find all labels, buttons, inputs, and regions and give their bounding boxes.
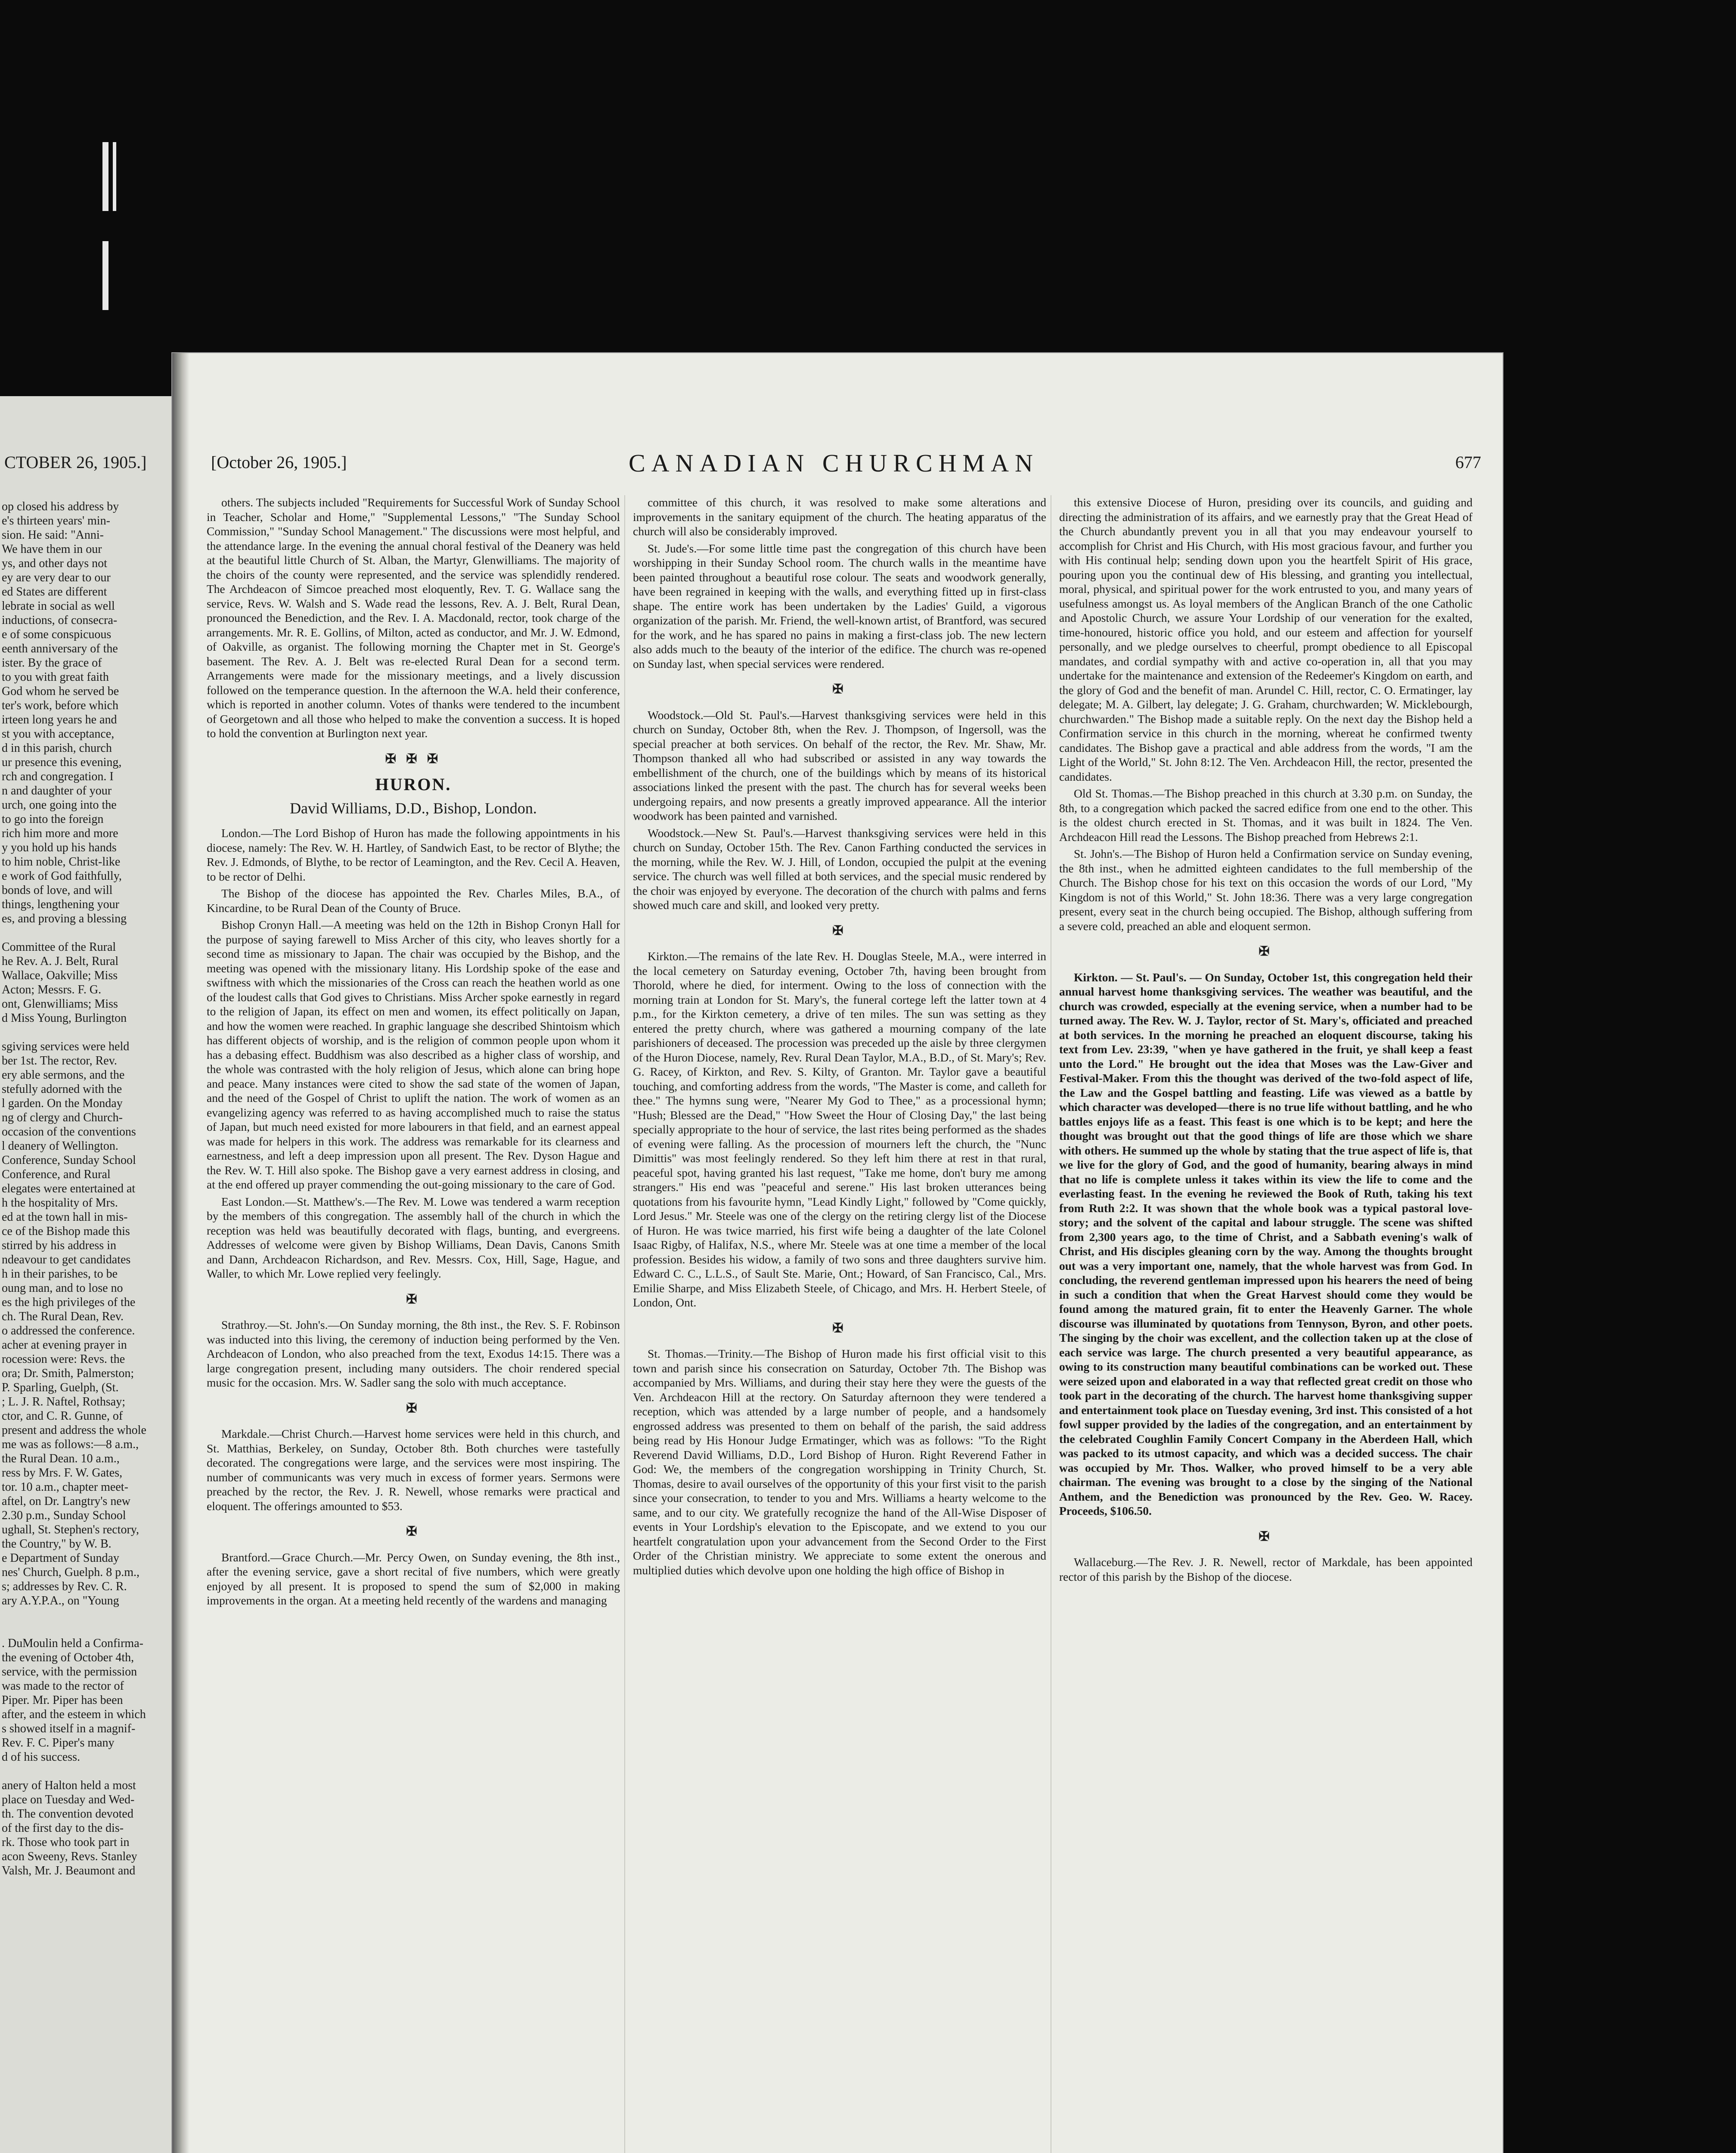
article-paragraph: this extensive Diocese of Huron, presiding over its councils, and guiding and directing the administration of its affairs, and we earnestly pray that the Great Head of the Church abundantly prevent you in all that you may endeavour yourself to accomplish for Christ and His Church, with His most gracious favour, and further you with His continual help; sending down upon you the heartfelt Spirit of His grace, pouring upon you the continual dew of His blessing, and granting you intellectual, moral, physical, and spiritual power for the work entrusted to you, and many years of usefulness amongst us. As loyal members of the Anglican Branch of the one Catholic and Apostolic Church, we assure Your Lordship of our veneration for the exalted, time-honoured, historic office you hold, and our esteem and affection for yourself personally, and we pledge ourselves to cheerful, prompt obedience to all Episcopal mandates, and cordial sympathy with and active co-operation in, all that you may undertake for the maintenance and extension of the Redeemer's Kingdom on earth, and the glory of God and the benefit of man. Arundel C. Hill, rector, C. O. Ermatinger, lay delegate; M. A. Gilbert, lay delegate; J. G. Graham, churchwarden; W. Micklebourgh, churchwarden." The Bishop made a suitable reply. On the next day the Bishop held a Confirmation service in this church in the morning, whereat he confirmed twenty candidates. The Bishop gave a practical and able address from the words, "I am the Light of the World," St. John 8:12. The Ven. Archdeacon Hill, the rector, presented the candidates. <box>1059 496 1472 783</box>
article-paragraph: Markdale.—Christ Church.—Harvest home services were held in this church, and St. Matthias, Berkeley, on Sunday, October 8th. Both churches were tastefully decorated. The congregations were large, and the services were most inspiring. The number of communicants was very much in excess of former years. Sermons were preached by the rector, the Rev. J. R. Newell, whose remarks were practical and eloquent. The offerings amounted to $53. <box>207 1427 620 1513</box>
page-header <box>172 449 1503 482</box>
article-paragraph: committee of this church, it was resolved to make some alterations and improvements in the sanitary equipment of the church. The heating apparatus of the church will also be considerably improved. <box>633 496 1046 538</box>
left-page-text: op closed his address by e's thirteen years' min- sion. He said: "Anni- We have them in our ys, and other days not ey are very dear to our ed States are different lebrate in social as well inductions, of consecra- e of some conspicuous eenth anniversary of the ister. By the grace of to you with great faith God whom he served be ter's work, before which irteen long years he and st you with acceptance, d in this parish, church ur presence this evening, rch and congregation. I n and daughter of your urch, one going into the to go into the foreign rich him more and more y you hold up his hands to him noble, Christ-like e work of God faithfully, bonds of love, and will things, lengthening your es, and proving a blessing Committee of the Rural he Rev. A. J. Belt, Rural Wallace, Oakville; Miss Acton; Messrs. F. G. ont, Glenwilliams; Miss d Miss Young, Burlington sgiving services were held ber 1st. The rector, Rev. ery able sermons, and the stefully adorned with the l garden. On the Monday ng of clergy and Church- occasion of the conventions l deanery of Wellington. Conference, Sunday School Conference, and Rural elegates were entertained at h the hospitality of Mrs. ed at the town hall in mis- ce of the Bishop made this stirred by his address in ndeavour to get candidates h in their parishes, to be oung man, and to lose no es the high privileges of the ch. The Rural Dean, Rev. o addressed the conference. acher at evening prayer in rocession were: Revs. the ora; Dr. Smith, Palmerston; P. Sparling, Guelph, (St. ; L. J. R. Naftel, Rothsay; ctor, and C. R. Gunne, of present and address the whole me was as follows:—8 a.m., the Rural Dean. 10 a.m., ress by Mrs. F. W. Gates, tor. 10 a.m., chapter meet- aftel, on Dr. Langtry's new 2.30 p.m., Sunday School ughall, St. Stephen's rectory, the Country," by W. B. e Department of Sunday nes' Church, Guelph. 8 p.m., s; addresses by Rev. C. R. ary A.Y.P.A., on "Young . DuMoulin held a Confirma- the evening of October 4th, service, with the permission was made to the rector of Piper. Mr. Piper has been after, and the esteem in which s showed itself in a magnif- Rev. F. C. Piper's many d of his success. anery of Halton held a most place on Tuesday and Wed- th. The convention devoted of the first day to the dis- rk. Those who took part in acon Sweeny, Revs. Stanley Valsh, Mr. J. Beaumont and <box>2 500 146 1877</box>
section-ornament: ✠ <box>1259 944 1273 959</box>
masthead-title: CANADIAN CHURCHMAN <box>629 449 1039 477</box>
article-paragraph: St. Thomas.—Trinity.—The Bishop of Huron made his first official visit to this town and parish since his consecration on Saturday, October 7th. The Bishop was accompanied by Mrs. Williams, and during their stay here they were the guests of the Ven. Archdeacon Hill at the rectory. On Saturday afternoon they were tendered a reception, which was attended by a large number of people, and a handsomely engrossed address was presented to them on behalf of the parish, the said address being read by His Honour Judge Ermatinger, which was as follows: "To the Right Reverend David Williams, D.D., Lord Bishop of Huron. Right Reverend Father in God: We, the members of the congregation worshipping in Trinity Church, St. Thomas, desire to avail ourselves of the opportunity of this your first visit to the parish since your consecration, to tender to you and Mrs. Williams a hearty welcome to the same, and to our city. We gratefully recognize the hand of the All-Wise Disposer of events in Your Lordship's elevation to the Episcopate, and we extend to you our heartfelt congratulation upon your advancement from the Second Order to the First Order of the Christian ministry. We appreciate to some extent the onerous and multiplied duties which devolve upon one holding the high office of Bishop in <box>633 1347 1046 1577</box>
section-ornament: ✠ <box>832 1321 847 1335</box>
section-ornament: ✠ <box>832 682 847 696</box>
article-paragraph: Strathroy.—St. John's.—On Sunday morning, the 8th inst., the Rev. S. F. Robinson was inducted into this living, the ceremony of induction being performed by the Ven. Archdeacon of London, who also preached from the text, Exodus 14:15. There was a large congregation present, including many outsiders. The choir rendered special music for the occasion. Mrs. W. Sadler sang the solo with much acceptance. <box>207 1318 620 1389</box>
article-paragraph: East London.—St. Matthew's.—The Rev. M. Lowe was tendered a warm reception by the members of this congregation. The assembly hall of the church in which the reception was held was beautifully decorated with flags, bunting, and evergreens. Addresses of welcome were given by Bishop Williams, Dean Davis, Canons Smith and Dann, Archdeacon Richardson, and Rev. Messrs. Cox, Hill, Sage, Hague, and Waller, to which Mr. Lowe replied very feelingly. <box>207 1194 620 1280</box>
newspaper-page <box>172 353 1503 2153</box>
article-paragraph: Kirkton.—The remains of the late Rev. H. Douglas Steele, M.A., were interred in the local cemetery on Saturday evening, October 7th, having been brought from Thorold, where he died, for interment. Owing to the loss of connection with the morning train at London for St. Mary's, the funeral cortege left the latter town at 4 p.m., for the Kirkton cemetery, a drive of ten miles. The sun was setting as they entered the pretty church, where was gathered a mourning company of the late parishioners of deceased. The procession was preceded up the aisle by three clergymen of the Huron Diocese, namely, Rev. Rural Dean Taylor, M.A., B.D., of St. Mary's; Rev. G. Racey, of Kirkton, and Rev. S. Kilty, of Granton. Mr. Taylor gave a beautiful touching, and comforting address from the words, "The Master is come, and calleth for thee." The hymns sung were, "Nearer My God to Thee," as a processional hymn; "Hush; Blessed are the Dead," "How Sweet the Hour of Closing Day," the last being specially appropriate to the hour of service, the last rites being performed as the shades of evening were falling. As the procession of mourners left the church, the "Nunc Dimittis" was most feelingly rendered. So they left him there at rest in that rural, peaceful spot, having granted his last request, "Take me home, don't bury me among strangers." His end was "peaceful and serene." His last broken utterances being quotations from his favourite hymn, "Lead Kindly Light," followed by "Come quickly, Lord Jesus." Mr. Steele was one of the clergy on the retiring clergy list of the Diocese of Huron. He was twice married, his first wife being a daughter of the late Colonel Isaac Rigby, of Halifax, N.S., where Mr. Steele was at one time a member of the local profession. Besides his widow, a family of two sons and three daughters survive him. Edward C. C., L.L.S., of Sault Ste. Marie, Ont.; Howard, of San Francisco, Cal., Mrs. Emilie Sharpe, and Miss Elizabeth Steele, of Chicago, and Mrs. H. Herbert Steele, of London, Ont. <box>633 949 1046 1309</box>
article-paragraph: St. John's.—The Bishop of Huron held a Confirmation service on Sunday evening, the 8th inst., when he admitted eighteen candidates to the full membership of the Church. The Bishop chose for his text on this occasion the words of our Lord, "My Kingdom is not of this World," St. John 18:36. There was a very large congregation present, every seat in the church being occupied. The Bishop, although suffering from a severe cold, preached an able and eloquent sermon. <box>1059 847 1472 933</box>
article-paragraph: Kirkton. — St. Paul's. — On Sunday, October 1st, this congregation held their annual harvest home thanksgiving services. The weather was beautiful, and the church was crowded, especially at the evening service, when a number had to be turned away. The Rev. W. J. Taylor, rector of St. Mary's, officiated and preached at both services. In the morning he preached an eloquent discourse, taking his text from Lev. 23:39, "when ye have gathered in the fruit, ye shall keep a feast unto the Lord." He brought out the idea that Moses was the Law-Giver and Festival-Maker. From this the thought was derived of the two-fold aspect of life, the Law and the Gospel battling and feasting. Life was viewed as a battle by which character was developed—there is no true life without battling, and he who battles enjoys life as a feast. This feast is one which is to be kept; and here the thought was brought out that the good things of life are those which we share with others. He summed up the whole by stating that the true aspect of life is, that we live for the glory of God, and the good of humanity, bearing always in mind that no life is complete unless it takes within its view the life to come and the everlasting feast. In the evening he reviewed the Book of Ruth, taking his text from Ruth 2:2. It was shown that the whole book was a typical pastoral love-story; and the solvent of the capital and labour struggle. The scene was shifted from 2,300 years ago, to the time of Christ, and a Sabbath evening's walk of Christ, and His disciples gleaning corn by the way. Among the thoughts brought out was a very important one, namely, that the whole harvest was from God. In concluding, the reverend gentleman impressed upon his hearers the need of being in such a condition that when the Great Harvest should come they would be found among the matured grain, fit to enter the Heavenly Garner. The whole discourse was illuminated by quotations from Tennyson, Byron, and other poets. The singing by the choir was excellent, and the collection taken up at the close of each service was large. The church presented a very beautiful appearance, as owing to its construction many beautiful combinations can be worked out. These were seized upon and elaborated in a way that reflected great credit on those who took part in the decorating of the church. The harvest home thanksgiving supper and entertainment took place on Tuesday evening, 3rd inst. This consisted of a hot fowl supper provided by the ladies of the congregation, and an entertainment by the celebrated Coughlin Family Concert Company in the Aberdeen Hall, which was packed to its utmost capacity, and which was a decided success. The chair was occupied by Mr. Thos. Walker, who proved himself to be a very able chairman. The evening was brought to a close by the singing of the National Anthem, and the Benediction was pronounced by the Rev. Geo. W. Racey. Proceeds, $106.50. <box>1059 970 1472 1517</box>
article-paragraph: St. Jude's.—For some little time past the congregation of this church have been worshipping in their Sunday School room. The church walls in the meantime have been painted throughout a beautiful rose colour. The seats and woodwork generally, have been regrained in keeping with the walls, and everything fitted up in first-class shape. The entire work has been undertaken by the Ladies' Guild, a vigorous organization of the parish. Mr. Friend, the well-known artist, of Brantford, was secured for the work, and he has spared no pains in making a first-class job. The new lectern also adds much to the beauty of the interior of the edifice. The church was re-opened on Sunday last, when special services were rendered. <box>633 541 1046 670</box>
page-number: 677 <box>1455 453 1481 472</box>
article-paragraph: Old St. Thomas.—The Bishop preached in this church at 3.30 p.m. on Sunday, the 8th, to a congregation which packed the sacred edifice from one end to the other. This is the oldest church erected in St. Thomas, and it was built in 1824. The Ven. Archdeacon Hill read the Lessons. The Bishop preached from Hebrews 2:1. <box>1059 787 1472 844</box>
section-heading: HURON. <box>375 775 452 794</box>
text-column-2 <box>633 495 1046 2153</box>
section-ornament: ✠ <box>406 1524 421 1539</box>
article-paragraph: Woodstock.—Old St. Paul's.—Harvest thanksgiving services were held in this church on Sunday, October 8th, when the Rev. J. Thompson, of Ingersoll, was the special preacher at both services. On behalf of the rector, the Rev. Mr. Shaw, Mr. Thompson thanked all who had subscribed or assisted in any way towards the embellishment of the church, one of the buildings which by means of its historical associations linked the present with the past. The church has for several weeks been undergoing repairs, and now presents a greatly improved appearance. All the interior woodwork has been painted and varnished. <box>633 708 1046 822</box>
header-date: [October 26, 1905.] <box>211 453 347 472</box>
article-paragraph: Woodstock.—New St. Paul's.—Harvest thanksgiving services were held in this church on Sunday, October 15th. The Rev. Canon Farthing conducted the services in the morning, while the Rev. W. J. Hill, of London, occupied the pulpit at the evening service. The church was well filled at both services, and the special music rendered by the choir was enjoyed by everyone. The decoration of the church with palms and ferns showed much care and skill, and looked very pretty. <box>633 826 1046 912</box>
section-ornament: ✠ <box>1259 1529 1273 1544</box>
section-ornament: ✠ <box>406 1401 421 1415</box>
text-column-3 <box>1059 495 1472 2153</box>
article-paragraph: Bishop Cronyn Hall.—A meeting was held on the 12th in Bishop Cronyn Hall for the purpose of saying farewell to Miss Archer of this city, who leaves shortly for a second time as missionary to Japan. The chair was occupied by the Bishop, and the meeting was opened with the missionary litany. His Lordship spoke of the ease and swiftness with which the missionaries of the Cross can reach the heathen world as one of the loudest calls that God gives to Christians. Miss Archer spoke earnestly in regard to the religion of Japan, its effect on men and women, its effect politically on Japan, and how the women were reached. In graphic language she described Shintoism which has different objects of worship, and is the religion of common people upon whom it has a debasing effect. Buddhism was also described as a higher class of worship, and the whole was contrasted with the holy religion of Jesus, which alone can bring hope and peace. Many instances were cited to show the sad state of the women of Japan, and the need of the Gospel of Christ to uplift the nation. The work of women as an evangelizing agency was referred to as having accomplished much to raise the status of Japan, but much need existed for more labourers in that field, and an earnest appeal was made for helpers in this work. The address was remarkable for its clearness and earnestness, and left a deep impression upon all present. The Rev. Dyson Hague and the Rev. W. T. Hill also spoke. The Bishop gave a very earnest address in closing, and at the end offered up prayer commending the out-going missionary to the care of God. <box>207 918 620 1191</box>
article-paragraph: Wallaceburg.—The Rev. J. R. Newell, rector of Markdale, has been appointed rector of this parish by the Bishop of the diocese. <box>1059 1555 1472 1583</box>
section-ornament: ✠ ✠ ✠ <box>385 751 442 766</box>
section-ornament: ✠ <box>832 923 847 938</box>
article-paragraph: London.—The Lord Bishop of Huron has made the following appointments in his diocese, namely: The Rev. W. H. Hartley, of Sandwich East, to be rector of Blythe; the Rev. J. Edmonds, of Blythe, to be rector of Leamington, and the Rev. Cecil A. Heaven, to be rector of Delhi. <box>207 826 620 883</box>
article-paragraph: Brantford.—Grace Church.—Mr. Percy Owen, on Sunday evening, the 8th inst., after the evening service, gave a short recital of five numbers, which were greatly enjoyed by all present. It is proposed to spend the sum of $2,000 in making improvements in the organ. At a meeting held recently of the wardens and managing <box>207 1550 620 1607</box>
text-column-1 <box>207 495 620 2153</box>
bishop-byline: David Williams, D.D., Bishop, London. <box>290 799 537 817</box>
column-divider <box>624 495 625 2153</box>
left-page-header: CTOBER 26, 1905.] <box>4 453 147 472</box>
article-paragraph: others. The subjects included "Requirements for Successful Work of Sunday School in Teacher, Scholar and Home," "Supplemental Lessons," "The Sunday School Commission," "Sunday School Management." The discussions were most helpful, and the attendance large. In the evening the annual choral festival of the Deanery was held at the beautiful little Church of St. Alban, the Martyr, Glenwilliams. The majority of the choirs of the county were represented, and the service was splendidly rendered. The Archdeacon of Simcoe preached most eloquently, Rev. T. G. Wallace sang the service, Revs. W. Walsh and S. Wade read the lessons, Rev. A. J. Belt, Rural Dean, pronounced the Benediction, and the Rev. I. A. Macdonald, rector, took charge of the arrangements. Mr. R. E. Gollins, of Milton, acted as conductor, and Mr. J. W. Edmond, of Oakville, as organist. The following morning the Chapter met in St. George's basement. The Rev. A. J. Belt was re-elected Rural Dean for a second term. Arrangements were made for the missionary meetings, and a lively discussion followed on the temperance question. In the afternoon the W.A. held their conference, which is reported in another column. Votes of thanks were tendered to the incumbent of Georgetown and all those who helped to make the convention a success. It is hoped to hold the convention at Burlington next year. <box>207 496 620 740</box>
page-gutter-shadow <box>172 353 189 2153</box>
article-paragraph: The Bishop of the diocese has appointed the Rev. Charles Miles, B.A., of Kincardine, to be Rural Dean of the County of Bruce. <box>207 887 620 915</box>
section-ornament: ✠ <box>406 1292 421 1306</box>
